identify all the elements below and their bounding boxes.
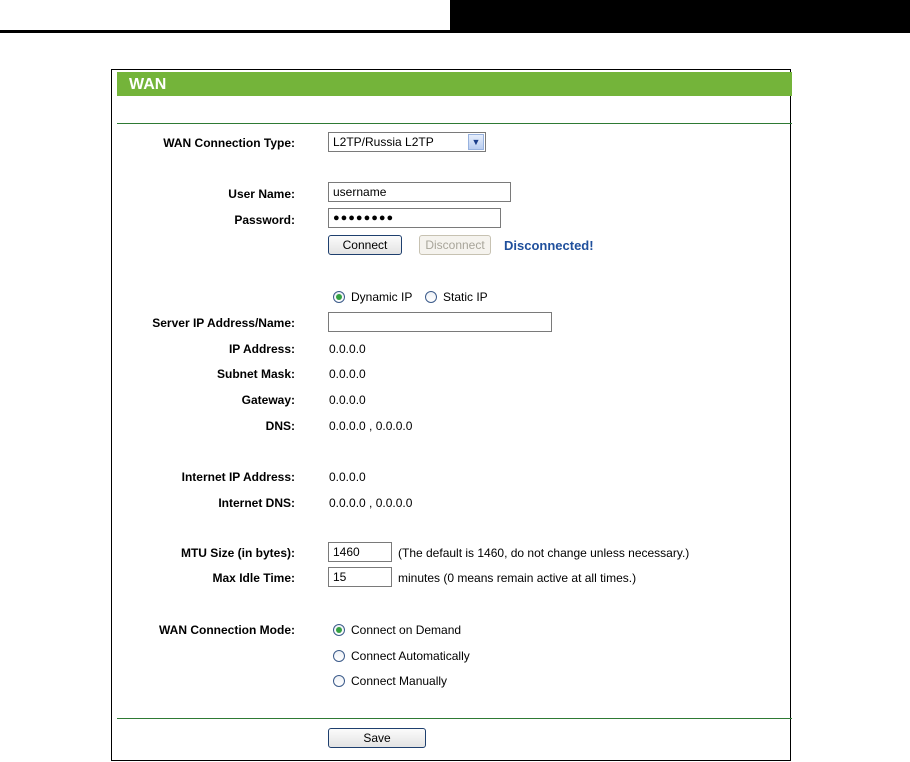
connection-type-select[interactable]: [328, 132, 486, 152]
server-input[interactable]: [328, 312, 552, 332]
connect-button[interactable]: Connect: [328, 235, 402, 255]
idle-input[interactable]: 15: [328, 567, 392, 587]
internet-dns-value: 0.0.0.0 , 0.0.0.0: [329, 496, 413, 510]
panel-title: WAN: [129, 76, 167, 93]
static-ip-label: Static IP: [443, 290, 488, 304]
disconnect-button[interactable]: Disconnect: [419, 235, 491, 255]
subnet-value: 0.0.0.0: [329, 367, 366, 381]
wan-panel: [111, 69, 791, 761]
dns-value: 0.0.0.0 , 0.0.0.0: [329, 419, 413, 433]
mode-auto-label: Connect Automatically: [351, 649, 470, 663]
mode-auto-radio[interactable]: [333, 650, 345, 662]
user-name-input[interactable]: username: [328, 182, 511, 202]
mode-manual-label: Connect Manually: [351, 674, 448, 688]
dynamic-ip-label: Dynamic IP: [351, 290, 413, 304]
header-divider: [117, 123, 792, 124]
internet-ip-label: Internet IP Address:: [181, 470, 295, 484]
password-input[interactable]: ●●●●●●●●: [328, 208, 501, 228]
mode-demand-label: Connect on Demand: [351, 623, 462, 637]
panel-header: [117, 72, 792, 96]
mtu-hint: (The default is 1460, do not change unless necessary.): [398, 546, 690, 560]
connection-status: Disconnected!: [504, 238, 594, 253]
top-black-bar: [450, 0, 910, 33]
password-label: Password:: [234, 213, 295, 227]
ip-address-label: IP Address:: [228, 342, 295, 356]
static-ip-radio[interactable]: [425, 291, 437, 303]
idle-hint: minutes (0 means remain active at all times.): [398, 571, 637, 585]
gateway-label: Gateway:: [241, 393, 295, 407]
user-name-label: User Name:: [228, 187, 295, 201]
subnet-label: Subnet Mask:: [216, 367, 295, 381]
top-rule: [0, 30, 450, 33]
mtu-label: MTU Size (in bytes):: [180, 546, 295, 560]
ip-address-value: 0.0.0.0: [329, 342, 366, 356]
server-label: Server IP Address/Name:: [152, 316, 295, 330]
dns-label: DNS:: [265, 419, 295, 433]
dynamic-ip-radio[interactable]: [333, 291, 345, 303]
mode-label: WAN Connection Mode:: [159, 623, 295, 637]
chevron-down-icon[interactable]: ▼: [468, 134, 484, 150]
mode-manual-radio[interactable]: [333, 675, 345, 687]
internet-ip-value: 0.0.0.0: [329, 470, 366, 484]
save-button[interactable]: Save: [328, 728, 426, 748]
gateway-value: 0.0.0.0: [329, 393, 366, 407]
connection-type-value: L2TP/Russia L2TP: [333, 135, 434, 149]
internet-dns-label: Internet DNS:: [218, 496, 295, 510]
mtu-input[interactable]: 1460: [328, 542, 392, 562]
connection-type-label: WAN Connection Type:: [163, 136, 295, 150]
mode-demand-radio[interactable]: [333, 624, 345, 636]
idle-label: Max Idle Time:: [212, 571, 295, 585]
footer-divider: [117, 718, 792, 719]
